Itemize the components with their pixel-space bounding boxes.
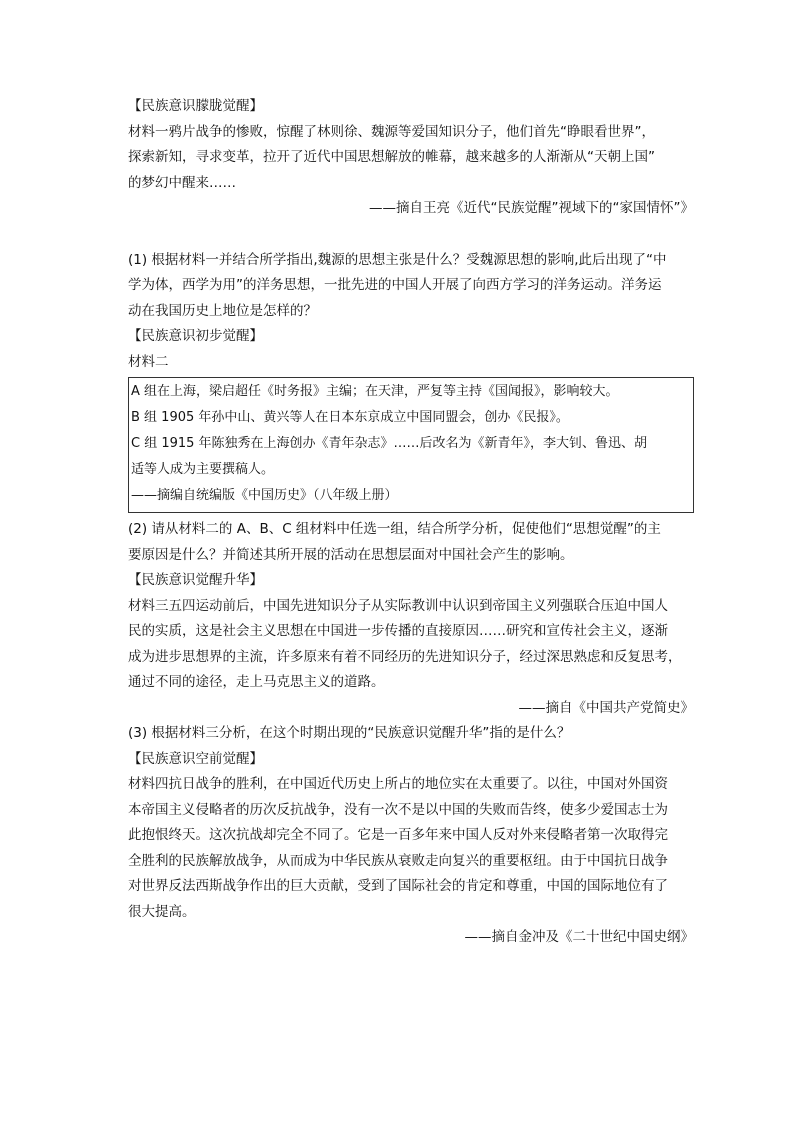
section4-line: 很大提高。 [128,903,196,920]
document-content [128,94,694,951]
section3-heading: 【民族意识觉醒升华】 [128,572,263,588]
question1-line: 学为体，西学为用”的洋务思想，一批先进的中国人开展了向西方学习的洋务运动。洋务运 [128,277,662,293]
section1-heading: 【民族意识朦胧觉醒】 [128,98,263,114]
section1-line: 探索新知，寻求变革，拉开了近代中国思想解放的帷幕，越来越多的人渐渐从“天朝上国” [128,149,655,165]
section1-source: ——摘自王亮《近代“民族觉醒”视域下的“家国情怀”》 [369,200,694,216]
material-two-box [128,377,694,513]
section3-line: 民的实质，这是社会主义思想在中国进一步传播的直接原因……研究和宣传社会主义，逐渐 [128,623,668,639]
material-two-group-c: C 组 1915 年陈独秀在上海创办《青年杂志》……后改名为《新青年》，李大钊、鲁迅、胡 [131,436,648,451]
material-two-source: ——摘编自统编版《中国历史》（八年级上册） [131,488,398,503]
section1-line: 材料一鸦片战争的惨败，惊醒了林则徐、魏源等爱国知识分子，他们首先“睁眼看世界”， [128,123,655,140]
question2-line: (2) 请从材料二的 A、B、C 组材料中任选一组，结合所学分析，促使他们“思想觉醒”的主 [128,521,661,537]
spacer [128,222,694,248]
question1-line: 动在我国历史上地位是怎样的？ [128,302,317,319]
section4-line: 材料四抗日战争的胜利，在中国近代历史上所占的地位实在太重要了。以往，中国对外国资 [128,776,668,792]
section4-line: 对世界反法西斯战争作出的巨大贡献，受到了国际社会的肯定和尊重，中国的国际地位有了 [128,878,668,894]
material-two-group-c-cont: 适等人成为主要撰稿人。 [131,462,275,477]
section4-line: 本帝国主义侵略者的历次反抗战争，没有一次不是以中国的失败而告终，使多少爱国志士为 [128,801,668,818]
material-two-group-b: B 组 1905 年孙中山、黄兴等人在日本东京成立中国同盟会，创办《民报》。 [131,410,569,425]
section3-line: 通过不同的途径，走上马克思主义的道路。 [128,674,385,690]
section3-line: 成为进步思想界的主流，许多原来有着不同经历的先进知识分子，经过深思熟虑和反复思考， [128,648,682,665]
section2-heading: 【民族意识初步觉醒】 [128,328,263,344]
section2-label: 材料二 [128,353,169,370]
section3-source: ——摘自《中国共产党简史》 [518,699,694,716]
material-two-group-a: A 组在上海，梁启超任《时务报》主编；在天津，严复等主持《国闻报》，影响较大。 [131,384,619,399]
section1-line: 的梦幻中醒来…… [128,174,236,191]
question2-line: 要原因是什么？并简述其所开展的活动在思想层面对中国社会产生的影响。 [128,546,574,563]
section3-line: 材料三五四运动前后，中国先进知识分子从实际教训中认识到帝国主义列强联合压迫中国人 [128,597,668,614]
section4-line: 此抱恨终天。这次抗战却完全不同了。它是一百多年来中国人反对外来侵略者第一次取得完 [128,827,668,843]
question1-line: (1) 根据材料一并结合所学指出,魏源的思想主张是什么？受魏源思想的影响,此后出现了“中 [128,251,667,268]
question3-line: (3) 根据材料三分析，在这个时期出现的“民族意识觉醒升华”指的是什么？ [128,725,571,741]
section4-line: 全胜利的民族解放战争，从而成为中华民族从衰败走向复兴的重要枢纽。由于中国抗日战争 [128,852,668,869]
section4-heading: 【民族意识空前觉醒】 [128,750,263,767]
section4-source: ——摘自金冲及《二十世纪中国史纲》 [464,929,694,945]
